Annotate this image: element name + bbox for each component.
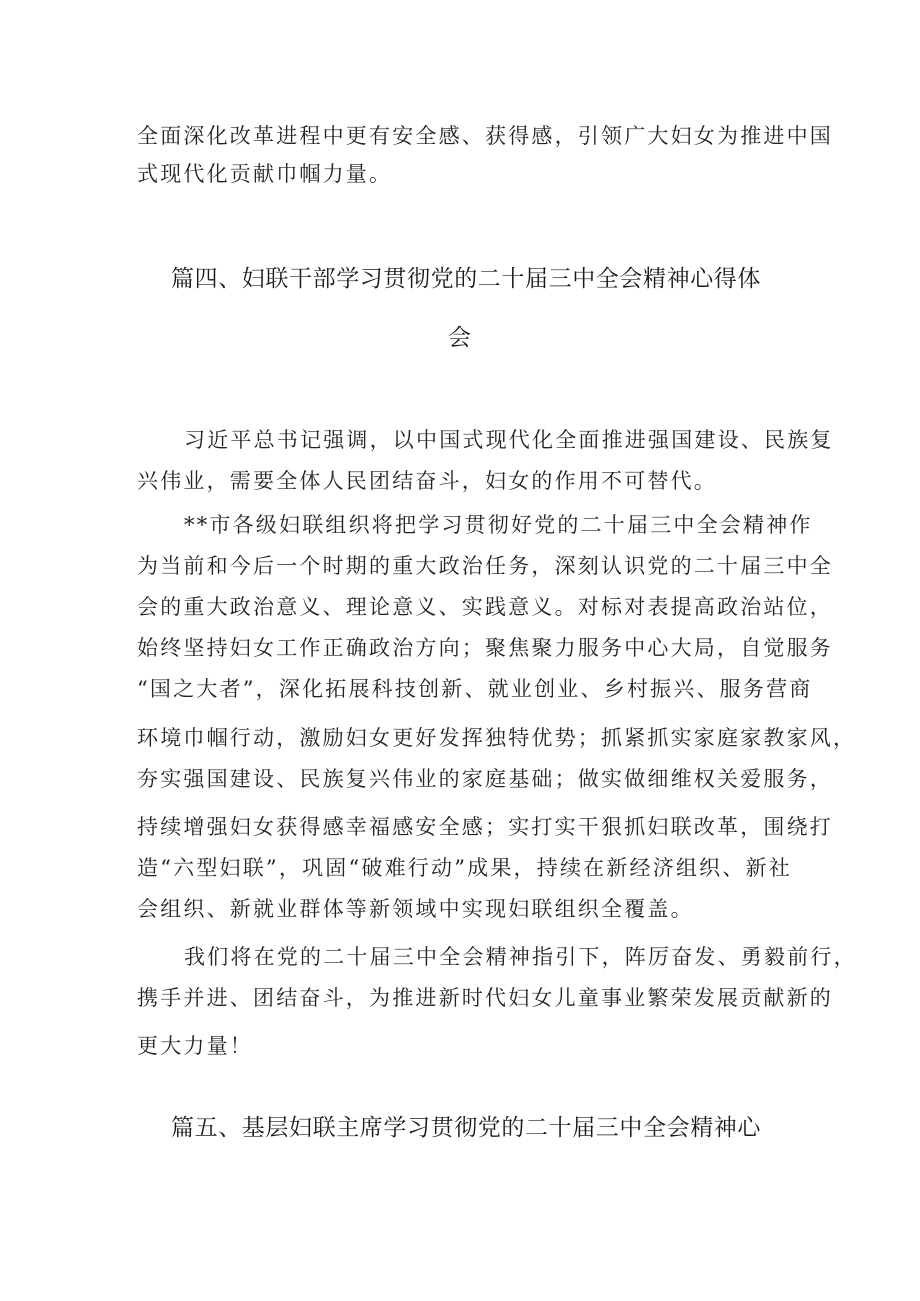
section-four-title-line-1: 篇四、妇联干部学习贯彻党的二十届三中全会精神心得体	[171, 266, 761, 292]
s4-p3-line-1: 我们将在党的二十届三中全会精神指引下，阵厉奋发、勇毅前行，	[184, 945, 857, 969]
s4-p3-line-2: 携手并进、团结奋斗，为推进新时代妇女儿童事业繁荣发展贡献新的	[137, 986, 833, 1010]
s4-p2-line-8: 持续增强妇女获得感幸福感安全感；实打实干狠抓妇联改革，围绕打	[137, 815, 833, 839]
s4-p2-line-2: 为当前和今后一个时期的重大政治任务，深刻认识党的二十届三中全	[137, 554, 833, 578]
section-five-title-line-1: 篇五、基层妇联主席学习贯彻党的二十届三中全会精神心	[171, 1115, 761, 1141]
s4-p2-line-4: 始终坚持妇女工作正确政治方向；聚焦聚力服务中心大局，自觉服务	[137, 636, 833, 660]
s4-p3-line-3: 更大力量！	[137, 1034, 253, 1058]
s4-p1-line-1: 习近平总书记强调，以中国式现代化全面推进强国建设、民族复	[184, 428, 834, 452]
s4-p2-line-7: 夯实强国建设、民族复兴伟业的家庭基础；做实做细维权关爱服务，	[137, 767, 833, 791]
s4-p2-line-3: 会的重大政治意义、理论意义、实践意义。对标对表提高政治站位，	[137, 595, 833, 619]
s4-p2-line-5: “国之大者”，深化拓展科技创新、就业创业、乡村振兴、服务营商	[137, 677, 813, 701]
s4-p2-line-6: 环境巾帼行动，激励妇女更好发挥独特优势；抓紧抓实家庭家教家风，	[137, 726, 857, 750]
s4-p2-line-10: 会组织、新就业群体等新领域中实现妇联组织全覆盖。	[137, 897, 694, 921]
intro-line-1: 全面深化改革进程中更有安全感、获得感，引领广大妇女为推进中国	[137, 124, 833, 148]
s4-p2-line-1: **市各级妇联组织将把学习贯彻好党的二十届三中全会精神作	[184, 513, 813, 537]
section-four-title-line-2: 会	[448, 325, 472, 351]
intro-line-2: 式现代化贡献巾帼力量。	[137, 162, 393, 186]
s4-p1-line-2: 兴伟业，需要全体人民团结奋斗，妇女的作用不可替代。	[137, 469, 717, 493]
s4-p2-line-9: 造“六型妇联”，巩固“破难行动”成果，持续在新经济组织、新社	[137, 856, 792, 880]
